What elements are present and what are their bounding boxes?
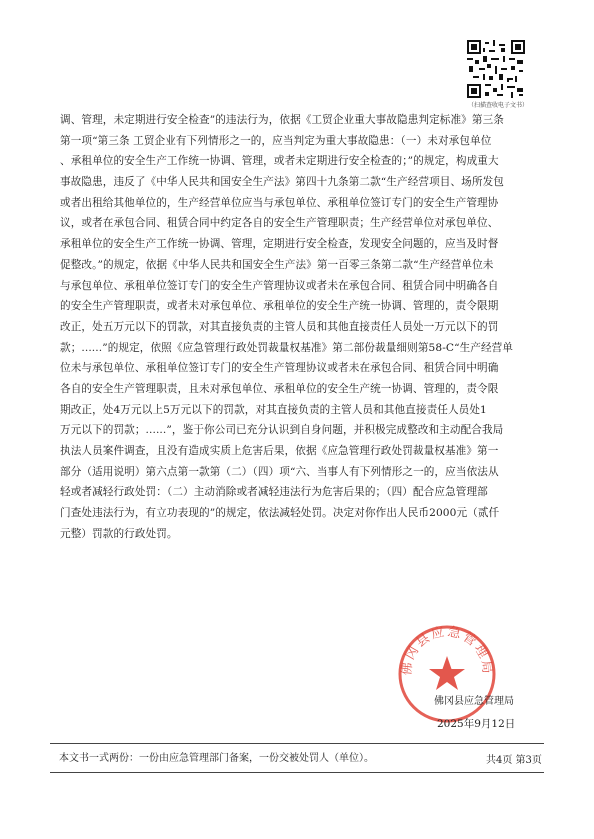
body-line: 元整）罚款的行政处罚。 (60, 527, 178, 540)
body-line: 议，或者在承包合同、租赁合同中约定各自的安全生产管理职责；生产经营单位对承包单位、 (60, 217, 499, 230)
body-line: 轻或者减轻行政处罚：（二）主动消除或者减轻违法行为危害后果的；（四）配合应急管理部 (60, 486, 488, 499)
body-line: 位未与承包单位、承租单位签订专门的安全生产管理协议或者未在承包合同、租赁合同中明确 (60, 362, 499, 375)
body-line: 与承包单位、承租单位签订专门的安全生产管理协议或者未在承包合同、租赁合同中明确各自 (60, 279, 499, 292)
body-line: 事故隐患，违反了《中华人民共和国安全生产法》第四十九条第二款“生产经营项目、场所发包 (60, 176, 504, 189)
footer-divider (50, 772, 544, 773)
body-line: 改正，处五万元以下的罚款，对其直接负责的主管人员和其他直接责任人员处一万元以下的罚 (60, 320, 499, 333)
qr-code-icon[interactable] (467, 40, 525, 98)
footer-divider (50, 743, 544, 744)
body-line: 的安全生产管理职责，或者未对承包单位、承租单位的安全生产统一协调、管理的，责令限期 (60, 300, 499, 313)
body-line: 期改正，处4万元以上5万元以下的罚款，对其直接负责的主管人员和其他直接责任人员处1 (60, 403, 487, 416)
document-body (60, 110, 544, 544)
body-line: 各自的安全生产管理职责，且未对承包单位、承租单位的安全生产统一协调、管理的，责令限 (60, 382, 499, 395)
body-line: 承租单位的安全生产工作统一协调、管理，定期进行安全检查，发现安全问题的，应当及时督 (60, 238, 499, 251)
body-line: 或者出租给其他单位的，生产经营单位应当与承包单位、承租单位签订专门的安全生产管理协 (60, 196, 499, 209)
seal-text: 佛冈县应急管理局 (399, 624, 495, 677)
body-line: 部分（适用说明）第六点第一款第（二）（四）项“六、当事人有下列情形之一的，应当依法从 (60, 465, 499, 478)
body-line: 款；......”的规定，依照《应急管理行政处罚裁量权基准》第二部份裁量细则第58-C“生产经营单 (60, 341, 514, 354)
body-line: 、承租单位的安全生产工作统一协调、管理，或者未定期进行安全检查的；”的规定，构成重大 (60, 155, 499, 168)
footer-note: 本文书一式两份：一份由应急管理部门备案，一份交被处罚人（单位）。 (59, 753, 374, 764)
body-line: 门查处违法行为，有立功表现的”的规定，依法减轻处罚。决定对你作出人民币2000元（贰仟 (60, 507, 500, 520)
issuing-organization: 佛冈县应急管理局 (434, 696, 514, 707)
body-line: 促整改。”的规定，依据《中华人民共和国安全生产法》第一百零三条第二款“生产经营单位未 (60, 258, 494, 271)
qr-caption: （扫描查收电子文书） (467, 102, 528, 109)
document-date: 2025年9月12日 (437, 718, 516, 730)
body-line: 第一项“第三条 工贸企业有下列情形之一的，应当判定为重大事故隐患：（一）未对承包单位 (60, 134, 492, 147)
body-line: 执法人员案件调查，且没有造成实质上危害后果，依据《应急管理行政处罚裁量权基准》第一 (60, 445, 499, 457)
body-line: 万元以下的罚款；......”，鉴于你公司已充分认识到自身问题，并积极完成整改和主动配合我局 (60, 424, 504, 437)
page-count: 共4页 第3页 (486, 755, 542, 766)
official-seal-icon (395, 622, 499, 726)
body-line: 调、管理，未定期进行安全检查”的违法行为，依据《工贸企业重大事故隐患判定标准》第三条 (60, 114, 504, 126)
